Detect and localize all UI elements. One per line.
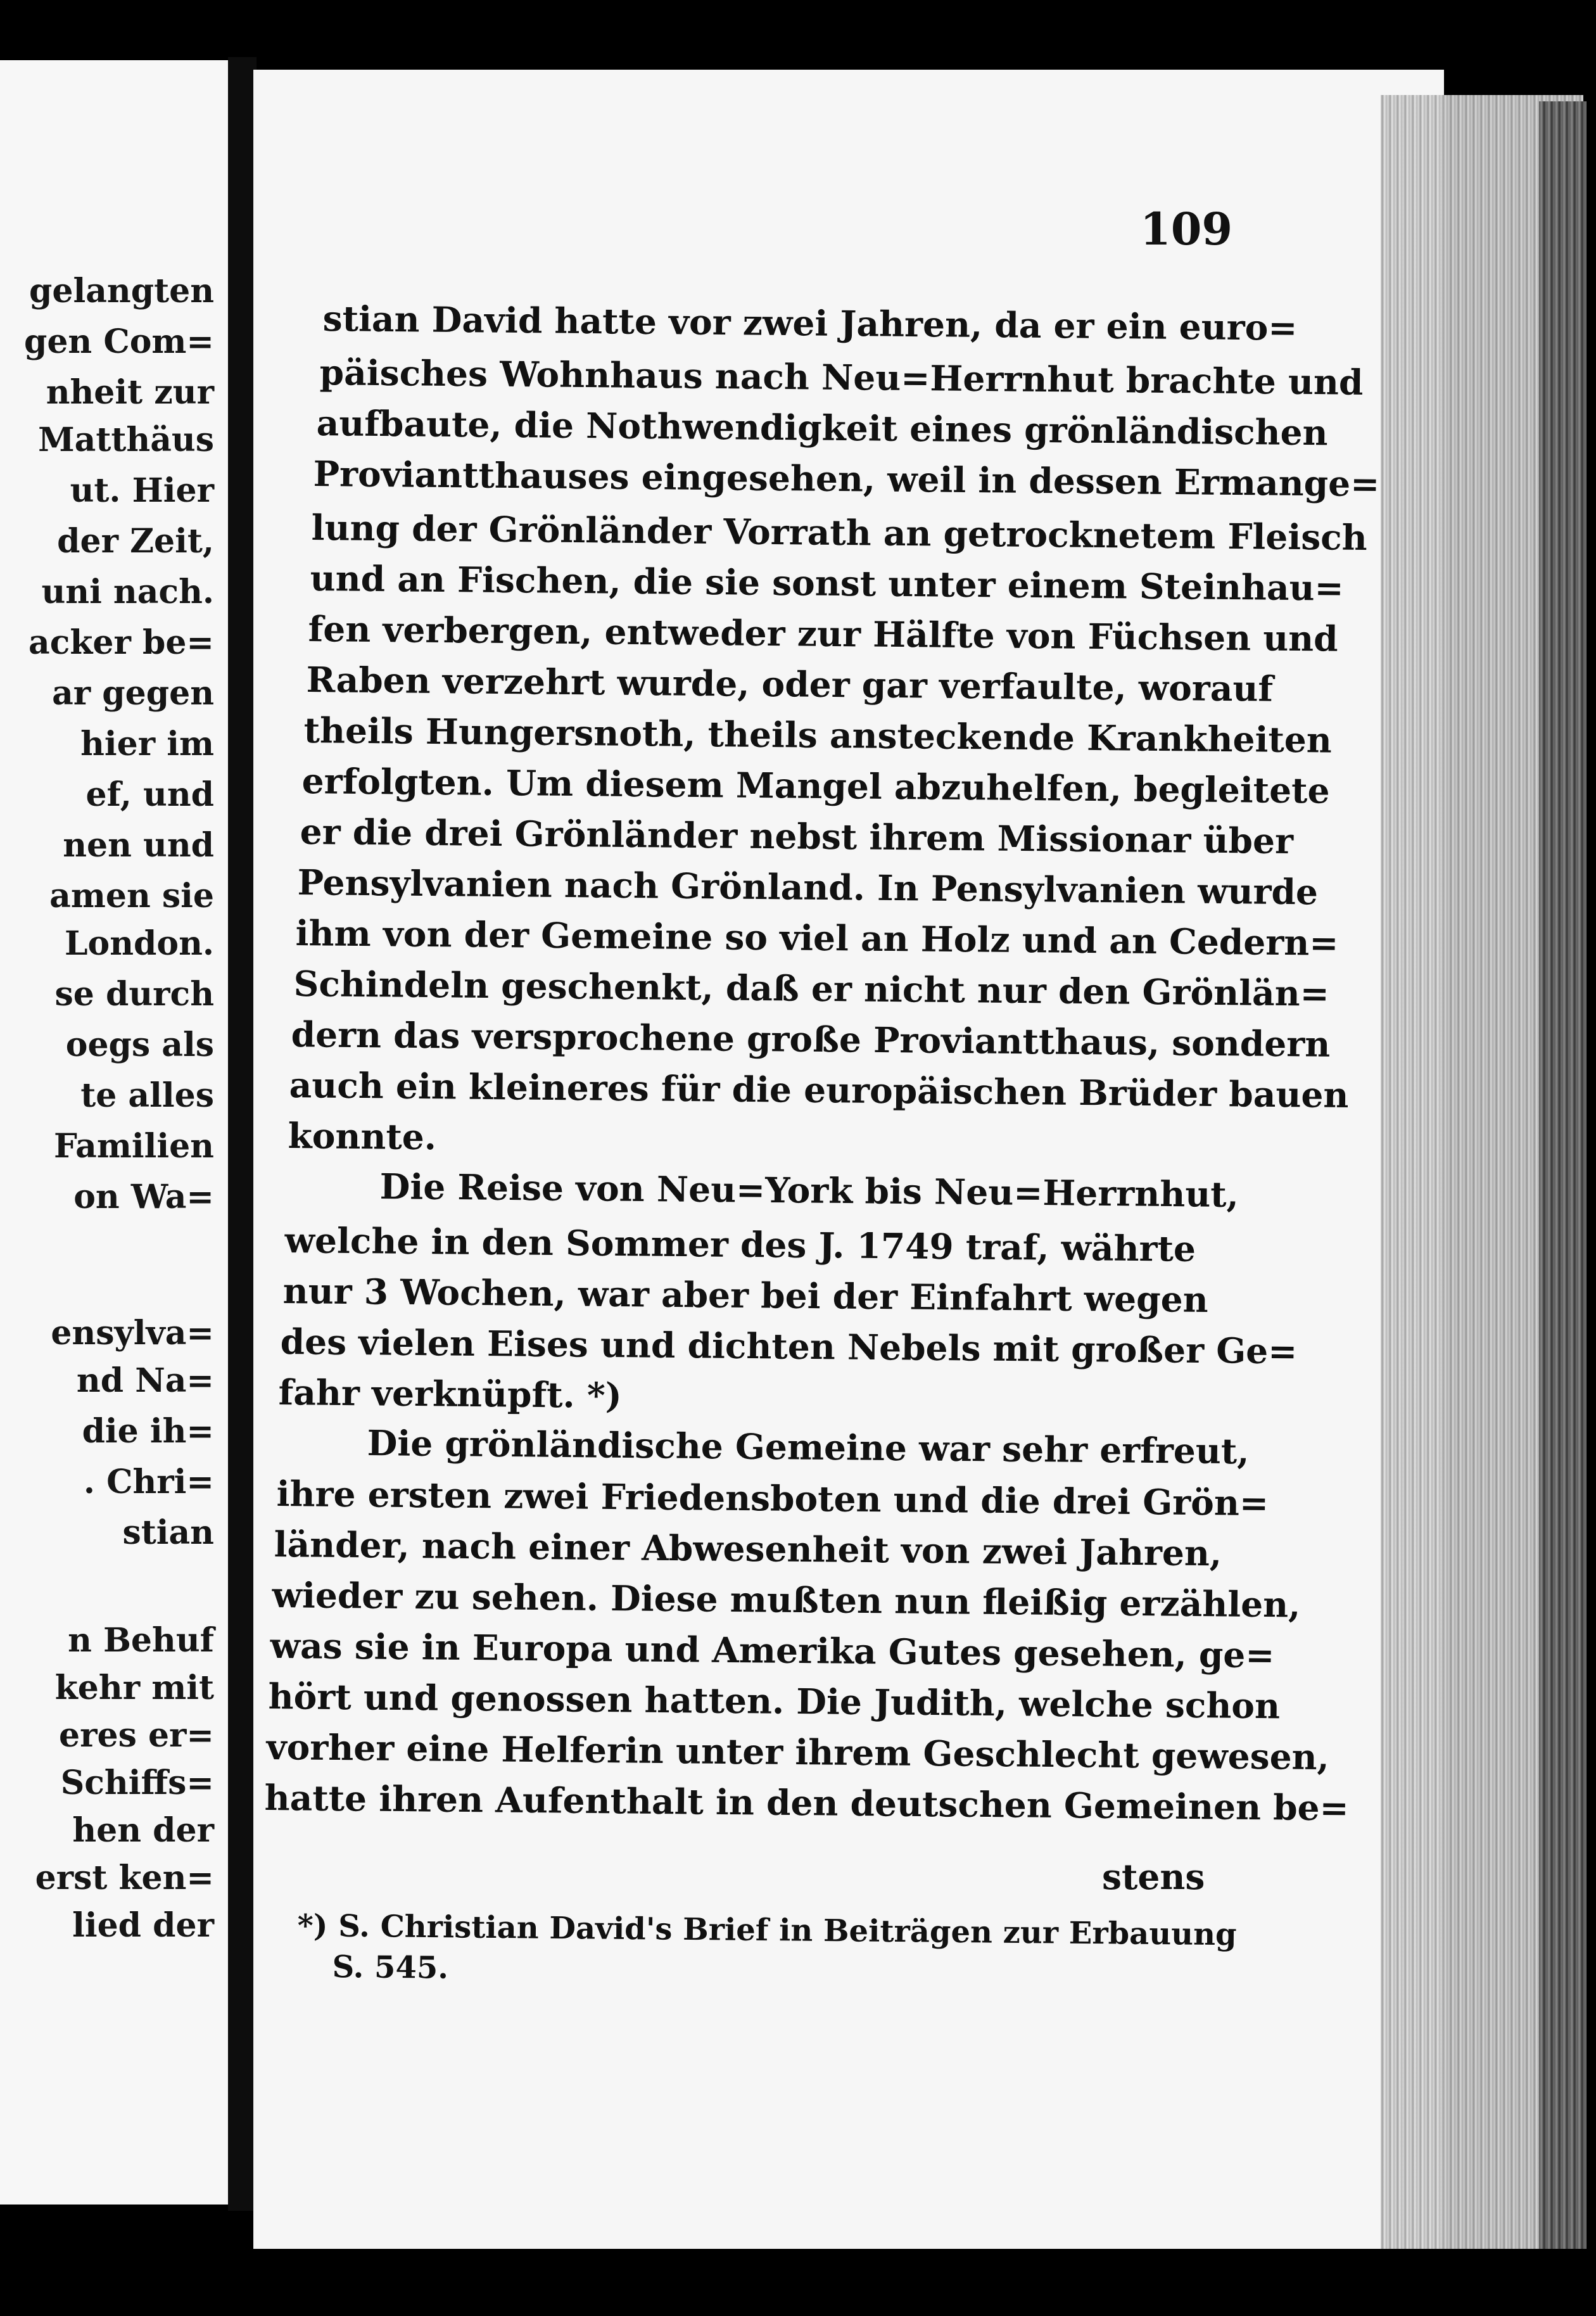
previous-page-line: hier im: [80, 725, 214, 763]
body-line: und an Fischen, die sie sonst unter einem Steinhau=: [310, 557, 1344, 609]
footnote-line: *) S. Christian David's Brief in Beiträgen zur Erbauung: [297, 1908, 1237, 1953]
book-gutter: [228, 57, 256, 2211]
body-line: dern das versprochene große Proviantthaus, sondern: [291, 1014, 1331, 1065]
previous-page-line: stian: [122, 1513, 214, 1552]
body-line: welche in den Sommer des J. 1749 traf, währte: [284, 1219, 1196, 1269]
previous-page-line: ef, und: [86, 775, 214, 814]
previous-page-line: uni nach.: [41, 573, 214, 611]
previous-page-line: ut. Hier: [70, 471, 214, 510]
previous-page-line: on Wa=: [73, 1178, 214, 1216]
footnote-line: S. 545.: [332, 1949, 449, 1986]
body-line: päisches Wohnhaus nach Neu=Herrnhut brachte und: [319, 352, 1364, 403]
previous-page-line: . Chri=: [83, 1463, 214, 1501]
body-line: Schindeln geschenkt, daß er nicht nur den Grönlän=: [293, 963, 1330, 1014]
body-line: Raben verzehrt wurde, oder gar verfaulte, worauf: [306, 659, 1274, 709]
previous-page-line: nd Na=: [76, 1361, 214, 1400]
previous-page-line: erst ken=: [35, 1859, 214, 1897]
body-line: Die grönländische Gemeine war sehr erfreut,: [367, 1422, 1250, 1472]
body-line: fen verbergen, entweder zur Hälfte von Füchsen und: [308, 608, 1339, 659]
previous-page: [0, 60, 228, 2205]
previous-page-line: eres er=: [59, 1716, 214, 1755]
body-line: Die Reise von Neu=York bis Neu=Herrnhut,: [379, 1166, 1239, 1216]
previous-page-line: kehr mit: [54, 1669, 214, 1707]
body-line: ihre ersten zwei Friedensboten und die drei Grön=: [276, 1473, 1269, 1524]
previous-page-line: hen der: [72, 1811, 214, 1850]
body-line: stian David hatte vor zwei Jahren, da er ein euro=: [322, 298, 1298, 348]
body-line: hört und genossen hatten. Die Judith, welche schon: [268, 1676, 1281, 1727]
body-line: hatte ihren Aufenthalt in den deutschen Gemeinen be=: [264, 1777, 1349, 1829]
previous-page-line: ar gegen: [52, 674, 214, 713]
body-line: des vielen Eises und dichten Nebels mit großer Ge=: [280, 1321, 1298, 1372]
previous-page-line: oegs als: [65, 1026, 214, 1064]
previous-page-line: gen Com=: [23, 322, 214, 361]
body-line: konnte.: [288, 1115, 437, 1158]
previous-page-line: Matthäus: [38, 421, 214, 459]
body-line: auch ein kleineres für die europäischen Brüder bauen: [289, 1064, 1349, 1116]
body-line: wieder zu sehen. Diese mußten nun fleißig erzählen,: [272, 1574, 1301, 1626]
previous-page-line: amen sie: [49, 877, 214, 915]
body-line: lung der Grönländer Vorrath an getrocknetem Fleisch: [311, 507, 1368, 558]
previous-page-line: nheit zur: [46, 373, 214, 412]
previous-page-line: acker be=: [28, 623, 214, 662]
body-line: erfolgten. Um diesem Mangel abzuhelfen, begleitete: [301, 760, 1330, 811]
body-line: vorher eine Helferin unter ihrem Geschlecht gewesen,: [266, 1726, 1330, 1778]
previous-page-line: die ih=: [82, 1412, 214, 1451]
previous-page-line: lied der: [72, 1906, 214, 1945]
previous-page-line: Familien: [54, 1127, 214, 1166]
body-line: fahr verknüpft. *): [278, 1371, 623, 1416]
catchword: stens: [1102, 1856, 1205, 1897]
previous-page-line: se durch: [54, 975, 214, 1014]
body-line: nur 3 Wochen, war aber bei der Einfahrt wegen: [282, 1270, 1208, 1321]
body-line: länder, nach einer Abwesenheit von zwei Jahren,: [274, 1524, 1222, 1574]
previous-page-line: nen und: [63, 826, 214, 865]
body-line: Pensylvanien nach Grönland. In Pensylvanien wurde: [297, 862, 1319, 913]
page-edge-dark: [1539, 101, 1586, 2249]
body-line: ihm von der Gemeine so viel an Holz und an Cedern=: [295, 912, 1339, 964]
previous-page-line: n Behuf: [68, 1621, 214, 1660]
previous-page-line: London.: [64, 924, 214, 963]
body-line: aufbaute, die Nothwendigkeit eines grönländischen: [316, 402, 1328, 454]
previous-page-line: te alles: [80, 1076, 214, 1115]
body-line: er die drei Grönländer nebst ihrem Missionar über: [300, 811, 1294, 862]
page-number: 109: [1140, 203, 1233, 255]
previous-page-line: gelangten: [29, 272, 214, 310]
previous-page-line: Schiffs=: [60, 1764, 214, 1802]
previous-page-line: der Zeit,: [57, 522, 214, 561]
body-line: Proviantthauses eingesehen, weil in dessen Ermange=: [313, 453, 1380, 505]
previous-page-line: ensylva=: [51, 1314, 214, 1352]
body-line: was sie in Europa und Amerika Gutes gesehen, ge=: [270, 1625, 1275, 1676]
body-line: theils Hungersnoth, theils ansteckende Krankheiten: [303, 709, 1333, 761]
